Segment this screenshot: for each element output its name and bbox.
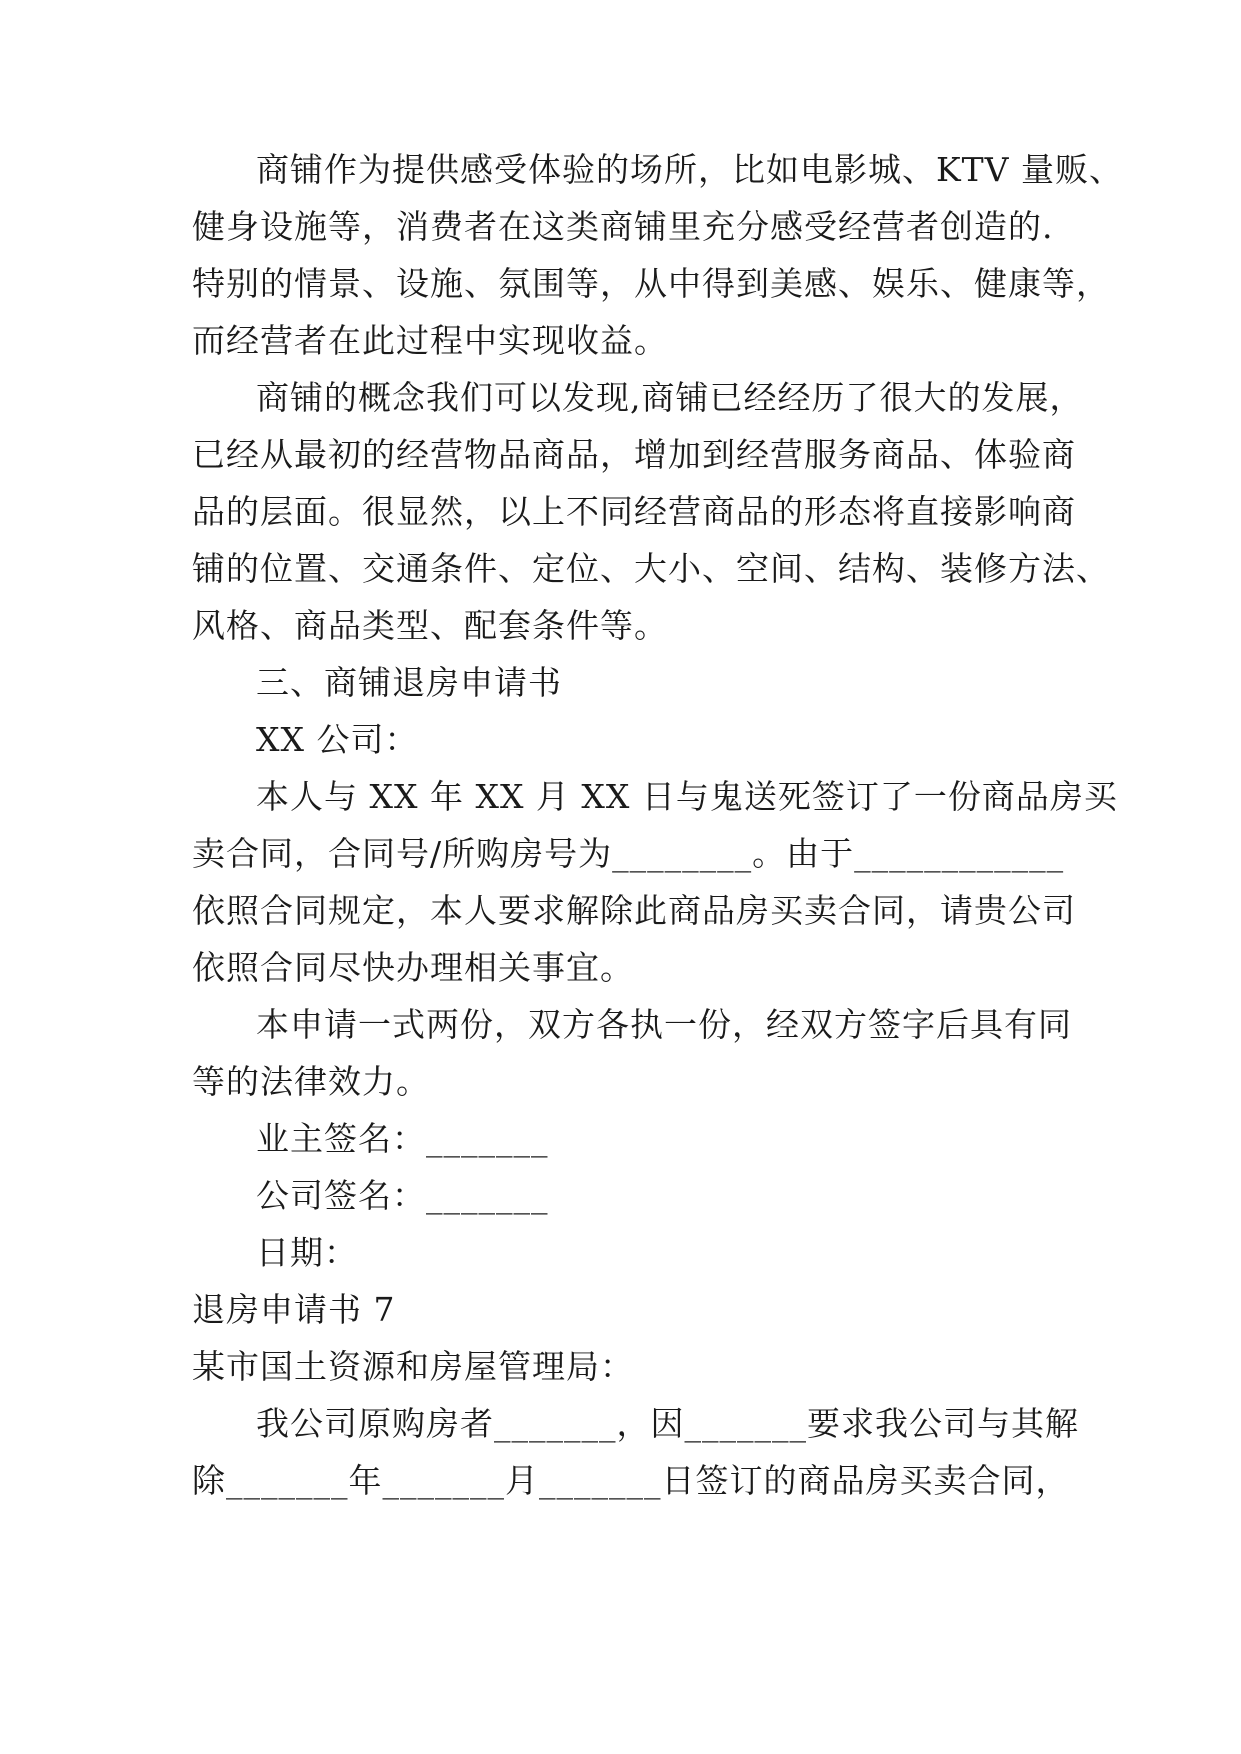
paragraph-line: 依照合同尽快办理相关事宜。 [192, 948, 634, 987]
paragraph-line: 风格、商品类型、配套条件等。 [192, 606, 668, 645]
paragraph-line: 本人与 XX 年 XX 月 XX 日与鬼送死签订了一份商品房买 [256, 777, 1118, 816]
section-title: 退房申请书 7 [192, 1290, 396, 1329]
paragraph-line: 依照合同规定，本人要求解除此商品房买卖合同，请贵公司 [192, 891, 1076, 930]
company-signature-line: 公司签名：_______ [256, 1176, 549, 1215]
addressee: 某市国土资源和房屋管理局： [192, 1347, 634, 1386]
section-heading: 三、商铺退房申请书 [256, 663, 562, 702]
paragraph-line: 等的法律效力。 [192, 1062, 430, 1101]
paragraph-line: 特别的情景、设施、氛围等，从中得到美感、娱乐、健康等， [192, 264, 1110, 303]
paragraph-line: 我公司原购房者_______，因_______要求我公司与其解 [256, 1404, 1079, 1443]
paragraph-line: 而经营者在此过程中实现收益。 [192, 321, 668, 360]
paragraph-line: 除_______年_______月_______日签订的商品房买卖合同， [192, 1461, 1070, 1500]
owner-signature-line: 业主签名：_______ [256, 1119, 549, 1158]
paragraph-line: 商铺的概念我们可以发现,商铺已经经历了很大的发展， [256, 378, 1084, 417]
paragraph-line: 已经从最初的经营物品商品，增加到经营服务商品、体验商 [192, 435, 1076, 474]
paragraph-line: 卖合同，合同号/所购房号为________。由于____________ [192, 834, 1065, 873]
paragraph-line: 铺的位置、交通条件、定位、大小、空间、结构、装修方法、 [192, 549, 1110, 588]
paragraph-line: 商铺作为提供感受体验的场所，比如电影城、KTV 量贩、 [256, 150, 1123, 189]
salutation: XX 公司： [256, 720, 419, 759]
date-line: 日期： [256, 1233, 358, 1272]
paragraph-line: 本申请一式两份，双方各执一份，经双方签字后具有同 [256, 1005, 1072, 1044]
paragraph-line: 品的层面。很显然，以上不同经营商品的形态将直接影响商 [192, 492, 1076, 531]
paragraph-line: 健身设施等，消费者在这类商铺里充分感受经营者创造的. [192, 207, 1054, 246]
